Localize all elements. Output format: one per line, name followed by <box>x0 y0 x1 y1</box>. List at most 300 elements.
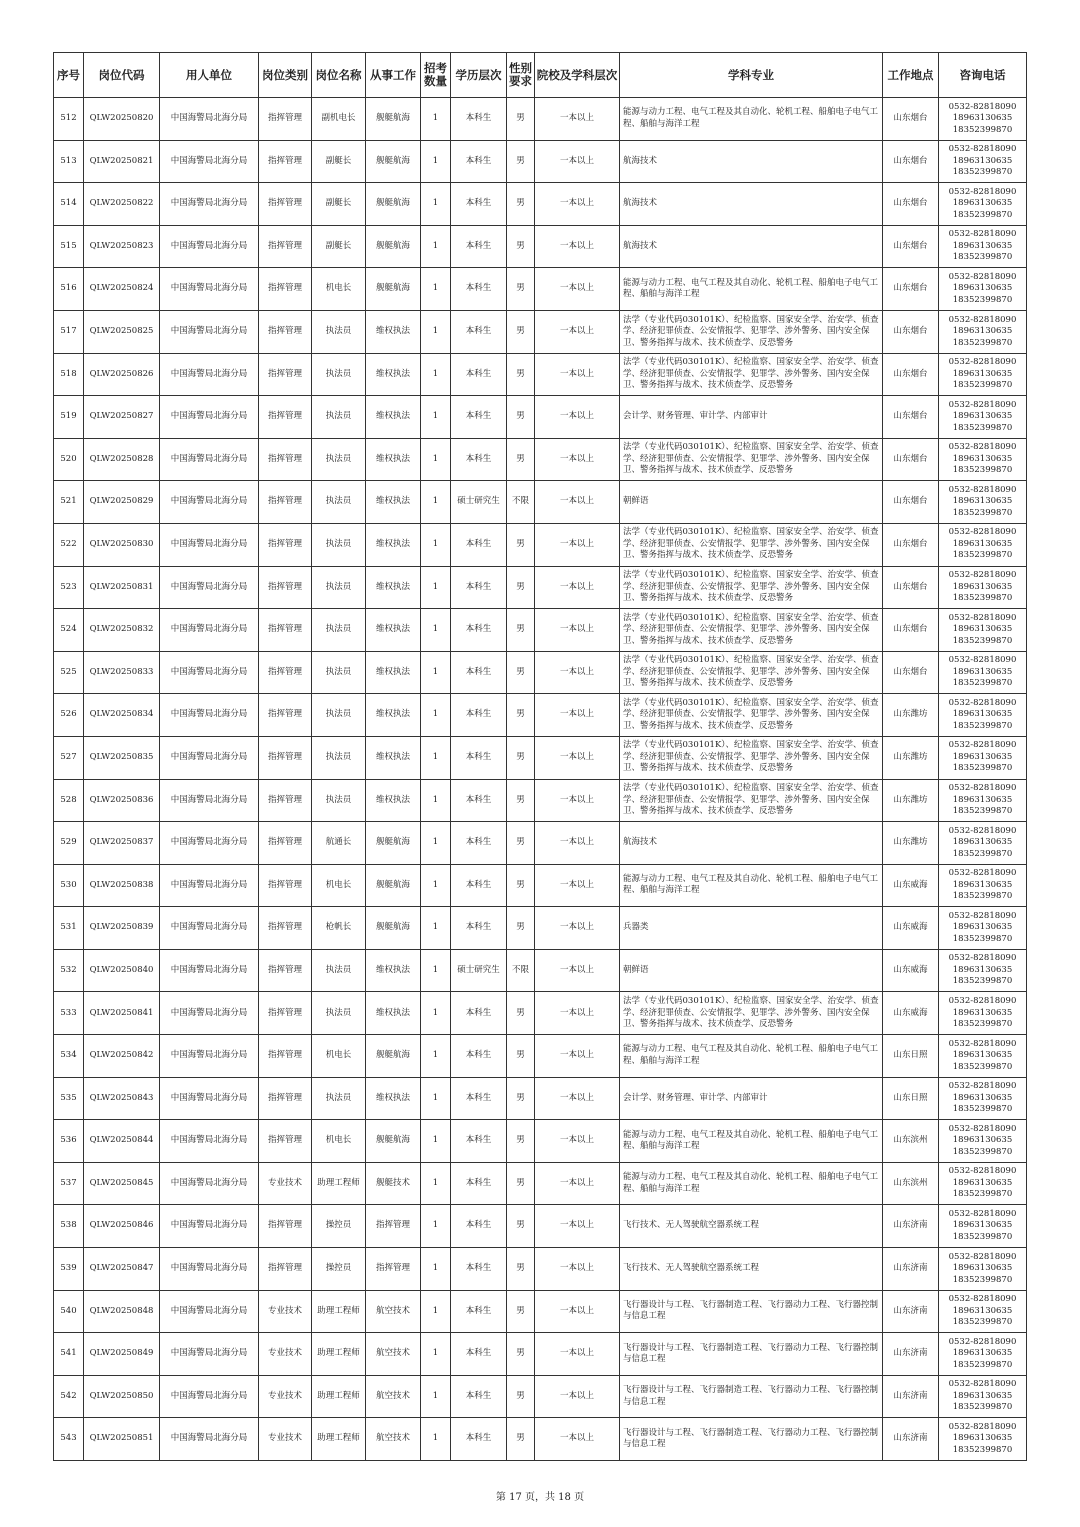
row-number-cell: 536 <box>54 1120 84 1163</box>
post-name-cell: 副机电长 <box>312 98 366 141</box>
row-number-cell: 524 <box>54 609 84 652</box>
education-cell: 本科生 <box>451 98 507 141</box>
school-level-cell: 一本以上 <box>535 1077 620 1120</box>
quota-cell: 1 <box>421 949 451 992</box>
school-level-cell: 一本以上 <box>535 140 620 183</box>
location-cell: 山东济南 <box>883 1290 939 1333</box>
post-code-cell: QLW20250840 <box>84 949 160 992</box>
row-number-cell: 514 <box>54 183 84 226</box>
employer-cell: 中国海警局北海分局 <box>160 1418 259 1461</box>
post-code-cell: QLW20250823 <box>84 225 160 268</box>
employer-cell: 中国海警局北海分局 <box>160 1205 259 1248</box>
quota-cell: 1 <box>421 779 451 822</box>
employer-cell: 中国海警局北海分局 <box>160 481 259 524</box>
row-number-cell: 512 <box>54 98 84 141</box>
employer-cell: 中国海警局北海分局 <box>160 992 259 1035</box>
table-row <box>54 694 1027 737</box>
row-number-cell: 541 <box>54 1333 84 1376</box>
post-type-cell: 指挥管理 <box>259 1120 312 1163</box>
post-code-cell: QLW20250825 <box>84 310 160 353</box>
header-cell: 用人单位 <box>160 53 259 98</box>
quota-cell: 1 <box>421 1035 451 1078</box>
table-row <box>54 140 1027 183</box>
major-cell: 法学（专业代码030101K）、纪检监察、国家安全学、治安学、侦查学、经济犯罪侦查、公安情报学、犯罪学、涉外警务、国内安全保卫、警务指挥与战术、技术侦查学、反恐警务 <box>620 523 883 566</box>
employer-cell: 中国海警局北海分局 <box>160 438 259 481</box>
post-code-cell: QLW20250843 <box>84 1077 160 1120</box>
post-name-cell: 机电长 <box>312 1120 366 1163</box>
education-cell: 硕士研究生 <box>451 949 507 992</box>
employer-cell: 中国海警局北海分局 <box>160 1120 259 1163</box>
location-cell: 山东潍坊 <box>883 822 939 865</box>
gender-cell: 男 <box>507 736 535 779</box>
education-cell: 本科生 <box>451 651 507 694</box>
post-name-cell: 执法员 <box>312 736 366 779</box>
school-level-cell: 一本以上 <box>535 268 620 311</box>
work-cell: 维权执法 <box>366 736 421 779</box>
post-name-cell: 执法员 <box>312 566 366 609</box>
row-number-cell: 534 <box>54 1035 84 1078</box>
header-cell: 院校及学科层次 <box>535 53 620 98</box>
employer-cell: 中国海警局北海分局 <box>160 225 259 268</box>
major-cell: 能源与动力工程、电气工程及其自动化、轮机工程、船舶电子电气工程、船舶与海洋工程 <box>620 864 883 907</box>
header-cell: 岗位名称 <box>312 53 366 98</box>
row-number-cell: 539 <box>54 1248 84 1291</box>
post-type-cell: 指挥管理 <box>259 438 312 481</box>
table-row <box>54 779 1027 822</box>
education-cell: 本科生 <box>451 992 507 1035</box>
gender-cell: 男 <box>507 1418 535 1461</box>
work-cell: 维权执法 <box>366 353 421 396</box>
education-cell: 本科生 <box>451 140 507 183</box>
employer-cell: 中国海警局北海分局 <box>160 566 259 609</box>
quota-cell: 1 <box>421 736 451 779</box>
major-cell: 法学（专业代码030101K）、纪检监察、国家安全学、治安学、侦查学、经济犯罪侦查、公安情报学、犯罪学、涉外警务、国内安全保卫、警务指挥与战术、技术侦查学、反恐警务 <box>620 736 883 779</box>
major-cell: 航海技术 <box>620 822 883 865</box>
table-row <box>54 1375 1027 1418</box>
work-cell: 舰艇航海 <box>366 140 421 183</box>
post-type-cell: 指挥管理 <box>259 864 312 907</box>
education-cell: 本科生 <box>451 225 507 268</box>
table-row <box>54 1290 1027 1333</box>
phone-cell: 0532-82818090 18963130635 18352399870 <box>939 481 1027 524</box>
quota-cell: 1 <box>421 694 451 737</box>
employer-cell: 中国海警局北海分局 <box>160 523 259 566</box>
header-cell: 性别 要求 <box>507 53 535 98</box>
work-cell: 舰艇航海 <box>366 183 421 226</box>
quota-cell: 1 <box>421 396 451 439</box>
gender-cell: 男 <box>507 140 535 183</box>
location-cell: 山东威海 <box>883 907 939 950</box>
employer-cell: 中国海警局北海分局 <box>160 1290 259 1333</box>
post-code-cell: QLW20250834 <box>84 694 160 737</box>
employer-cell: 中国海警局北海分局 <box>160 609 259 652</box>
school-level-cell: 一本以上 <box>535 1333 620 1376</box>
major-cell: 飞行器设计与工程、飞行器制造工程、飞行器动力工程、飞行器控制与信息工程 <box>620 1333 883 1376</box>
education-cell: 本科生 <box>451 268 507 311</box>
table-row <box>54 566 1027 609</box>
school-level-cell: 一本以上 <box>535 438 620 481</box>
phone-cell: 0532-82818090 18963130635 18352399870 <box>939 523 1027 566</box>
row-number-cell: 543 <box>54 1418 84 1461</box>
table-row <box>54 609 1027 652</box>
phone-cell: 0532-82818090 18963130635 18352399870 <box>939 1205 1027 1248</box>
phone-cell: 0532-82818090 18963130635 18352399870 <box>939 225 1027 268</box>
row-number-cell: 542 <box>54 1375 84 1418</box>
major-cell: 飞行技术、无人驾驶航空器系统工程 <box>620 1205 883 1248</box>
education-cell: 本科生 <box>451 1035 507 1078</box>
post-name-cell: 执法员 <box>312 651 366 694</box>
major-cell: 能源与动力工程、电气工程及其自动化、轮机工程、船舶电子电气工程、船舶与海洋工程 <box>620 1120 883 1163</box>
phone-cell: 0532-82818090 18963130635 18352399870 <box>939 438 1027 481</box>
education-cell: 本科生 <box>451 1120 507 1163</box>
phone-cell: 0532-82818090 18963130635 18352399870 <box>939 1162 1027 1205</box>
education-cell: 本科生 <box>451 864 507 907</box>
quota-cell: 1 <box>421 1120 451 1163</box>
table-row <box>54 183 1027 226</box>
table-row <box>54 1077 1027 1120</box>
work-cell: 指挥管理 <box>366 1205 421 1248</box>
gender-cell: 男 <box>507 566 535 609</box>
table-row <box>54 353 1027 396</box>
education-cell: 本科生 <box>451 1162 507 1205</box>
major-cell: 兵器类 <box>620 907 883 950</box>
post-type-cell: 指挥管理 <box>259 822 312 865</box>
work-cell: 维权执法 <box>366 396 421 439</box>
phone-cell: 0532-82818090 18963130635 18352399870 <box>939 992 1027 1035</box>
table-row <box>54 225 1027 268</box>
post-code-cell: QLW20250833 <box>84 651 160 694</box>
employer-cell: 中国海警局北海分局 <box>160 864 259 907</box>
gender-cell: 男 <box>507 907 535 950</box>
post-code-cell: QLW20250847 <box>84 1248 160 1291</box>
quota-cell: 1 <box>421 822 451 865</box>
phone-cell: 0532-82818090 18963130635 18352399870 <box>939 310 1027 353</box>
row-number-cell: 522 <box>54 523 84 566</box>
header-row <box>54 53 1027 98</box>
post-type-cell: 专业技术 <box>259 1333 312 1376</box>
post-type-cell: 指挥管理 <box>259 481 312 524</box>
post-code-cell: QLW20250827 <box>84 396 160 439</box>
post-code-cell: QLW20250844 <box>84 1120 160 1163</box>
table-body <box>54 98 1027 1461</box>
major-cell: 航海技术 <box>620 225 883 268</box>
post-type-cell: 指挥管理 <box>259 183 312 226</box>
education-cell: 本科生 <box>451 183 507 226</box>
education-cell: 本科生 <box>451 1375 507 1418</box>
post-type-cell: 指挥管理 <box>259 523 312 566</box>
gender-cell: 男 <box>507 268 535 311</box>
post-code-cell: QLW20250839 <box>84 907 160 950</box>
post-type-cell: 指挥管理 <box>259 1077 312 1120</box>
employer-cell: 中国海警局北海分局 <box>160 310 259 353</box>
education-cell: 本科生 <box>451 736 507 779</box>
employer-cell: 中国海警局北海分局 <box>160 736 259 779</box>
phone-cell: 0532-82818090 18963130635 18352399870 <box>939 907 1027 950</box>
post-code-cell: QLW20250822 <box>84 183 160 226</box>
table-row <box>54 98 1027 141</box>
header-cell: 岗位代码 <box>84 53 160 98</box>
gender-cell: 男 <box>507 779 535 822</box>
row-number-cell: 529 <box>54 822 84 865</box>
post-type-cell: 指挥管理 <box>259 1035 312 1078</box>
post-name-cell: 副艇长 <box>312 140 366 183</box>
table-row <box>54 438 1027 481</box>
phone-cell: 0532-82818090 18963130635 18352399870 <box>939 1290 1027 1333</box>
quota-cell: 1 <box>421 140 451 183</box>
work-cell: 维权执法 <box>366 949 421 992</box>
education-cell: 本科生 <box>451 566 507 609</box>
post-code-cell: QLW20250845 <box>84 1162 160 1205</box>
gender-cell: 男 <box>507 1375 535 1418</box>
header-cell: 学科专业 <box>620 53 883 98</box>
location-cell: 山东烟台 <box>883 523 939 566</box>
gender-cell: 男 <box>507 1205 535 1248</box>
post-name-cell: 执法员 <box>312 949 366 992</box>
gender-cell: 男 <box>507 609 535 652</box>
education-cell: 硕士研究生 <box>451 481 507 524</box>
work-cell: 维权执法 <box>366 438 421 481</box>
table-row <box>54 949 1027 992</box>
location-cell: 山东烟台 <box>883 566 939 609</box>
post-type-cell: 指挥管理 <box>259 651 312 694</box>
post-name-cell: 助理工程师 <box>312 1375 366 1418</box>
employer-cell: 中国海警局北海分局 <box>160 651 259 694</box>
quota-cell: 1 <box>421 609 451 652</box>
quota-cell: 1 <box>421 1248 451 1291</box>
location-cell: 山东潍坊 <box>883 694 939 737</box>
table-row <box>54 396 1027 439</box>
gender-cell: 男 <box>507 225 535 268</box>
table-row <box>54 523 1027 566</box>
post-name-cell: 助理工程师 <box>312 1162 366 1205</box>
header-cell: 工作地点 <box>883 53 939 98</box>
quota-cell: 1 <box>421 864 451 907</box>
phone-cell: 0532-82818090 18963130635 18352399870 <box>939 1375 1027 1418</box>
school-level-cell: 一本以上 <box>535 949 620 992</box>
major-cell: 能源与动力工程、电气工程及其自动化、轮机工程、船舶电子电气工程、船舶与海洋工程 <box>620 268 883 311</box>
major-cell: 法学（专业代码030101K）、纪检监察、国家安全学、治安学、侦查学、经济犯罪侦查、公安情报学、犯罪学、涉外警务、国内安全保卫、警务指挥与战术、技术侦查学、反恐警务 <box>620 651 883 694</box>
post-name-cell: 助理工程师 <box>312 1333 366 1376</box>
post-code-cell: QLW20250829 <box>84 481 160 524</box>
school-level-cell: 一本以上 <box>535 736 620 779</box>
work-cell: 舰艇技术 <box>366 1162 421 1205</box>
row-number-cell: 533 <box>54 992 84 1035</box>
major-cell: 朝鲜语 <box>620 481 883 524</box>
education-cell: 本科生 <box>451 1205 507 1248</box>
post-type-cell: 指挥管理 <box>259 1248 312 1291</box>
post-code-cell: QLW20250828 <box>84 438 160 481</box>
school-level-cell: 一本以上 <box>535 353 620 396</box>
phone-cell: 0532-82818090 18963130635 18352399870 <box>939 779 1027 822</box>
school-level-cell: 一本以上 <box>535 523 620 566</box>
quota-cell: 1 <box>421 1205 451 1248</box>
school-level-cell: 一本以上 <box>535 1035 620 1078</box>
major-cell: 飞行器设计与工程、飞行器制造工程、飞行器动力工程、飞行器控制与信息工程 <box>620 1375 883 1418</box>
post-type-cell: 指挥管理 <box>259 1205 312 1248</box>
quota-cell: 1 <box>421 268 451 311</box>
gender-cell: 男 <box>507 1120 535 1163</box>
post-name-cell: 执法员 <box>312 438 366 481</box>
location-cell: 山东烟台 <box>883 438 939 481</box>
post-name-cell: 执法员 <box>312 779 366 822</box>
gender-cell: 男 <box>507 523 535 566</box>
work-cell: 维权执法 <box>366 992 421 1035</box>
work-cell: 舰艇航海 <box>366 1035 421 1078</box>
post-code-cell: QLW20250838 <box>84 864 160 907</box>
quota-cell: 1 <box>421 1162 451 1205</box>
phone-cell: 0532-82818090 18963130635 18352399870 <box>939 183 1027 226</box>
gender-cell: 男 <box>507 438 535 481</box>
quota-cell: 1 <box>421 98 451 141</box>
phone-cell: 0532-82818090 18963130635 18352399870 <box>939 736 1027 779</box>
work-cell: 航空技术 <box>366 1290 421 1333</box>
education-cell: 本科生 <box>451 310 507 353</box>
gender-cell: 男 <box>507 651 535 694</box>
work-cell: 维权执法 <box>366 651 421 694</box>
major-cell: 法学（专业代码030101K）、纪检监察、国家安全学、治安学、侦查学、经济犯罪侦查、公安情报学、犯罪学、涉外警务、国内安全保卫、警务指挥与战术、技术侦查学、反恐警务 <box>620 694 883 737</box>
location-cell: 山东济南 <box>883 1205 939 1248</box>
post-name-cell: 执法员 <box>312 609 366 652</box>
major-cell: 飞行器设计与工程、飞行器制造工程、飞行器动力工程、飞行器控制与信息工程 <box>620 1290 883 1333</box>
education-cell: 本科生 <box>451 907 507 950</box>
phone-cell: 0532-82818090 18963130635 18352399870 <box>939 864 1027 907</box>
work-cell: 维权执法 <box>366 779 421 822</box>
school-level-cell: 一本以上 <box>535 225 620 268</box>
phone-cell: 0532-82818090 18963130635 18352399870 <box>939 566 1027 609</box>
school-level-cell: 一本以上 <box>535 566 620 609</box>
work-cell: 舰艇航海 <box>366 864 421 907</box>
location-cell: 山东济南 <box>883 1375 939 1418</box>
quota-cell: 1 <box>421 225 451 268</box>
location-cell: 山东济南 <box>883 1248 939 1291</box>
gender-cell: 男 <box>507 1077 535 1120</box>
header-cell: 序号 <box>54 53 84 98</box>
recruitment-table <box>53 52 1027 1461</box>
work-cell: 航空技术 <box>366 1375 421 1418</box>
major-cell: 会计学、财务管理、审计学、内部审计 <box>620 1077 883 1120</box>
location-cell: 山东滨州 <box>883 1162 939 1205</box>
post-name-cell: 机电长 <box>312 864 366 907</box>
post-code-cell: QLW20250837 <box>84 822 160 865</box>
post-name-cell: 执法员 <box>312 396 366 439</box>
post-type-cell: 指挥管理 <box>259 566 312 609</box>
post-code-cell: QLW20250851 <box>84 1418 160 1461</box>
gender-cell: 男 <box>507 1162 535 1205</box>
education-cell: 本科生 <box>451 1248 507 1291</box>
major-cell: 能源与动力工程、电气工程及其自动化、轮机工程、船舶电子电气工程、船舶与海洋工程 <box>620 98 883 141</box>
table-row <box>54 481 1027 524</box>
post-name-cell: 执法员 <box>312 694 366 737</box>
row-number-cell: 535 <box>54 1077 84 1120</box>
school-level-cell: 一本以上 <box>535 183 620 226</box>
row-number-cell: 516 <box>54 268 84 311</box>
major-cell: 航海技术 <box>620 140 883 183</box>
school-level-cell: 一本以上 <box>535 822 620 865</box>
location-cell: 山东烟台 <box>883 140 939 183</box>
header-cell: 岗位类别 <box>259 53 312 98</box>
education-cell: 本科生 <box>451 779 507 822</box>
school-level-cell: 一本以上 <box>535 396 620 439</box>
school-level-cell: 一本以上 <box>535 1205 620 1248</box>
employer-cell: 中国海警局北海分局 <box>160 1162 259 1205</box>
education-cell: 本科生 <box>451 822 507 865</box>
location-cell: 山东滨州 <box>883 1120 939 1163</box>
major-cell: 法学（专业代码030101K）、纪检监察、国家安全学、治安学、侦查学、经济犯罪侦查、公安情报学、犯罪学、涉外警务、国内安全保卫、警务指挥与战术、技术侦查学、反恐警务 <box>620 310 883 353</box>
row-number-cell: 520 <box>54 438 84 481</box>
post-name-cell: 机电长 <box>312 1035 366 1078</box>
phone-cell: 0532-82818090 18963130635 18352399870 <box>939 1333 1027 1376</box>
school-level-cell: 一本以上 <box>535 481 620 524</box>
employer-cell: 中国海警局北海分局 <box>160 1375 259 1418</box>
location-cell: 山东烟台 <box>883 651 939 694</box>
row-number-cell: 537 <box>54 1162 84 1205</box>
quota-cell: 1 <box>421 183 451 226</box>
post-type-cell: 指挥管理 <box>259 907 312 950</box>
location-cell: 山东烟台 <box>883 183 939 226</box>
post-type-cell: 专业技术 <box>259 1375 312 1418</box>
quota-cell: 1 <box>421 1290 451 1333</box>
gender-cell: 男 <box>507 353 535 396</box>
phone-cell: 0532-82818090 18963130635 18352399870 <box>939 1120 1027 1163</box>
location-cell: 山东潍坊 <box>883 779 939 822</box>
quota-cell: 1 <box>421 1077 451 1120</box>
major-cell: 会计学、财务管理、审计学、内部审计 <box>620 396 883 439</box>
phone-cell: 0532-82818090 18963130635 18352399870 <box>939 1418 1027 1461</box>
row-number-cell: 521 <box>54 481 84 524</box>
work-cell: 指挥管理 <box>366 1248 421 1291</box>
post-type-cell: 指挥管理 <box>259 268 312 311</box>
post-name-cell: 机电长 <box>312 268 366 311</box>
row-number-cell: 526 <box>54 694 84 737</box>
major-cell: 法学（专业代码030101K）、纪检监察、国家安全学、治安学、侦查学、经济犯罪侦查、公安情报学、犯罪学、涉外警务、国内安全保卫、警务指挥与战术、技术侦查学、反恐警务 <box>620 353 883 396</box>
work-cell: 维权执法 <box>366 310 421 353</box>
education-cell: 本科生 <box>451 694 507 737</box>
gender-cell: 男 <box>507 992 535 1035</box>
gender-cell: 男 <box>507 396 535 439</box>
employer-cell: 中国海警局北海分局 <box>160 694 259 737</box>
table-row <box>54 310 1027 353</box>
gender-cell: 男 <box>507 98 535 141</box>
post-type-cell: 指挥管理 <box>259 694 312 737</box>
gender-cell: 男 <box>507 183 535 226</box>
gender-cell: 不限 <box>507 481 535 524</box>
quota-cell: 1 <box>421 523 451 566</box>
table-row <box>54 864 1027 907</box>
quota-cell: 1 <box>421 481 451 524</box>
employer-cell: 中国海警局北海分局 <box>160 353 259 396</box>
post-name-cell: 执法员 <box>312 1077 366 1120</box>
post-code-cell: QLW20250830 <box>84 523 160 566</box>
location-cell: 山东烟台 <box>883 353 939 396</box>
school-level-cell: 一本以上 <box>535 1248 620 1291</box>
employer-cell: 中国海警局北海分局 <box>160 268 259 311</box>
school-level-cell: 一本以上 <box>535 1120 620 1163</box>
phone-cell: 0532-82818090 18963130635 18352399870 <box>939 140 1027 183</box>
phone-cell: 0532-82818090 18963130635 18352399870 <box>939 1035 1027 1078</box>
major-cell: 航海技术 <box>620 183 883 226</box>
post-type-cell: 指挥管理 <box>259 609 312 652</box>
phone-cell: 0532-82818090 18963130635 18352399870 <box>939 353 1027 396</box>
school-level-cell: 一本以上 <box>535 694 620 737</box>
employer-cell: 中国海警局北海分局 <box>160 1248 259 1291</box>
employer-cell: 中国海警局北海分局 <box>160 98 259 141</box>
phone-cell: 0532-82818090 18963130635 18352399870 <box>939 1077 1027 1120</box>
post-name-cell: 副艇长 <box>312 225 366 268</box>
location-cell: 山东烟台 <box>883 609 939 652</box>
post-name-cell: 操控员 <box>312 1248 366 1291</box>
row-number-cell: 530 <box>54 864 84 907</box>
location-cell: 山东济南 <box>883 1333 939 1376</box>
